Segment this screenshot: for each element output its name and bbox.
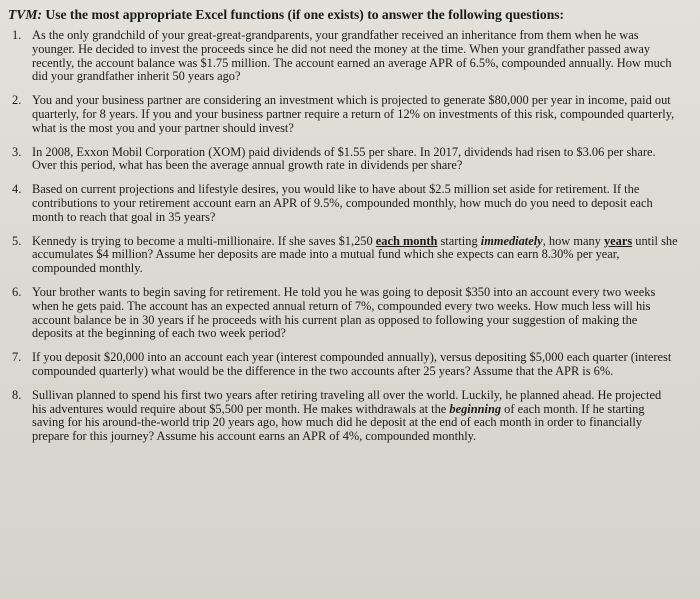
q5-emphasis-immediately: immediately xyxy=(480,233,543,248)
q8-part-1: Sullivan planned to spend his first two years after retiring traveling all over the world. Luckily, he planned ahead. He projected his adventures would require about $5,500 per month. He makes withdrawals at the xyxy=(32,387,662,416)
question-4 xyxy=(8,183,678,224)
q8-part-2: of each month. If he starting saving for his around-the-world trip 20 years ago, how much did he deposit at the end of each month in order to financially prepare for this journey? Assume his account earns an APR of 4%, compounded monthly. xyxy=(32,401,645,444)
title-prefix: TVM: xyxy=(8,7,42,22)
q5-part-3: , how many xyxy=(542,233,604,248)
question-text: As the only grandchild of your great-great-grandparents, your grandfather received an inheritance from them when he was younger. He decided to invest the proceeds since he did not need the money at the time. When your grandfather passed away recently, the account balance was $1.75 million. The account earned an average APR of 6.5%, compounded annually. How much did your grandfather inherit 50 years ago? xyxy=(32,28,672,84)
q8-emphasis-beginning: beginning xyxy=(449,401,502,416)
q5-part-1: Kennedy is trying to become a multi-millionaire. If she saves $1,250 xyxy=(32,233,376,248)
worksheet-title xyxy=(8,6,678,23)
question-5 xyxy=(8,235,678,276)
q5-part-4: until she accumulates $4 million? Assume her deposits are made into a mutual fund which she expects can earn 8.30% per year, compounded monthly. xyxy=(32,233,678,276)
title-text: Use the most appropriate Excel functions (if one exists) to answer the following questions: xyxy=(41,7,565,22)
question-text xyxy=(32,235,678,276)
question-number: 1. xyxy=(12,28,22,42)
question-text: Based on current projections and lifestyle desires, you would like to have about $2.5 million set aside for retirement. If the contributions to your retirement account earn an APR of 9.5%, compounded monthly, how much do you need to deposit each month to reach that goal in 35 years? xyxy=(32,182,653,224)
q5-part-2: starting xyxy=(437,233,481,248)
question-number: 8. xyxy=(12,387,22,402)
question-number: 3. xyxy=(12,144,22,159)
q5-emphasis-each-month: each month xyxy=(375,233,438,248)
question-number: 4. xyxy=(12,182,22,197)
question-3 xyxy=(8,146,678,174)
question-2 xyxy=(8,94,678,135)
question-6 xyxy=(8,286,678,341)
question-7 xyxy=(8,351,678,379)
question-number: 2. xyxy=(12,93,22,108)
question-number: 7. xyxy=(12,350,22,365)
q5-emphasis-years: years xyxy=(603,233,633,248)
question-text xyxy=(32,389,678,444)
question-8 xyxy=(8,389,678,444)
question-number: 5. xyxy=(12,233,22,248)
question-text: You and your business partner are considering an investment which is projected to generate $80,000 per year in income, paid out quarterly, for 8 years. If you and your business partner require a return of 12% on investments of this risk, compounded quarterly, what is the most you and your partner should invest? xyxy=(32,93,675,135)
question-text: In 2008, Exxon Mobil Corporation (XOM) paid dividends of $1.55 per share. In 2017, dividends had risen to $3.06 per share. Over this period, what has been the average annual growth rate in dividends per share? xyxy=(32,144,656,173)
question-number: 6. xyxy=(12,284,22,299)
question-1 xyxy=(8,29,678,84)
question-text: Your brother wants to begin saving for retirement. He told you he was going to deposit $350 into an account every two weeks when he gets paid. The account has an expected annual return of 7%, compounded every two weeks. How much less will his account balance be in 30 years if he proceeds with his current plan as opposed to following your suggestion of making the deposits at the beginning of each two week period? xyxy=(32,284,656,341)
question-text: If you deposit $20,000 into an account each year (interest compounded annually), versus depositing $5,000 each quarter (interest compounded quarterly) what would be the difference in the two accounts after 25 years? Assume that the APR is 6%. xyxy=(32,350,672,378)
